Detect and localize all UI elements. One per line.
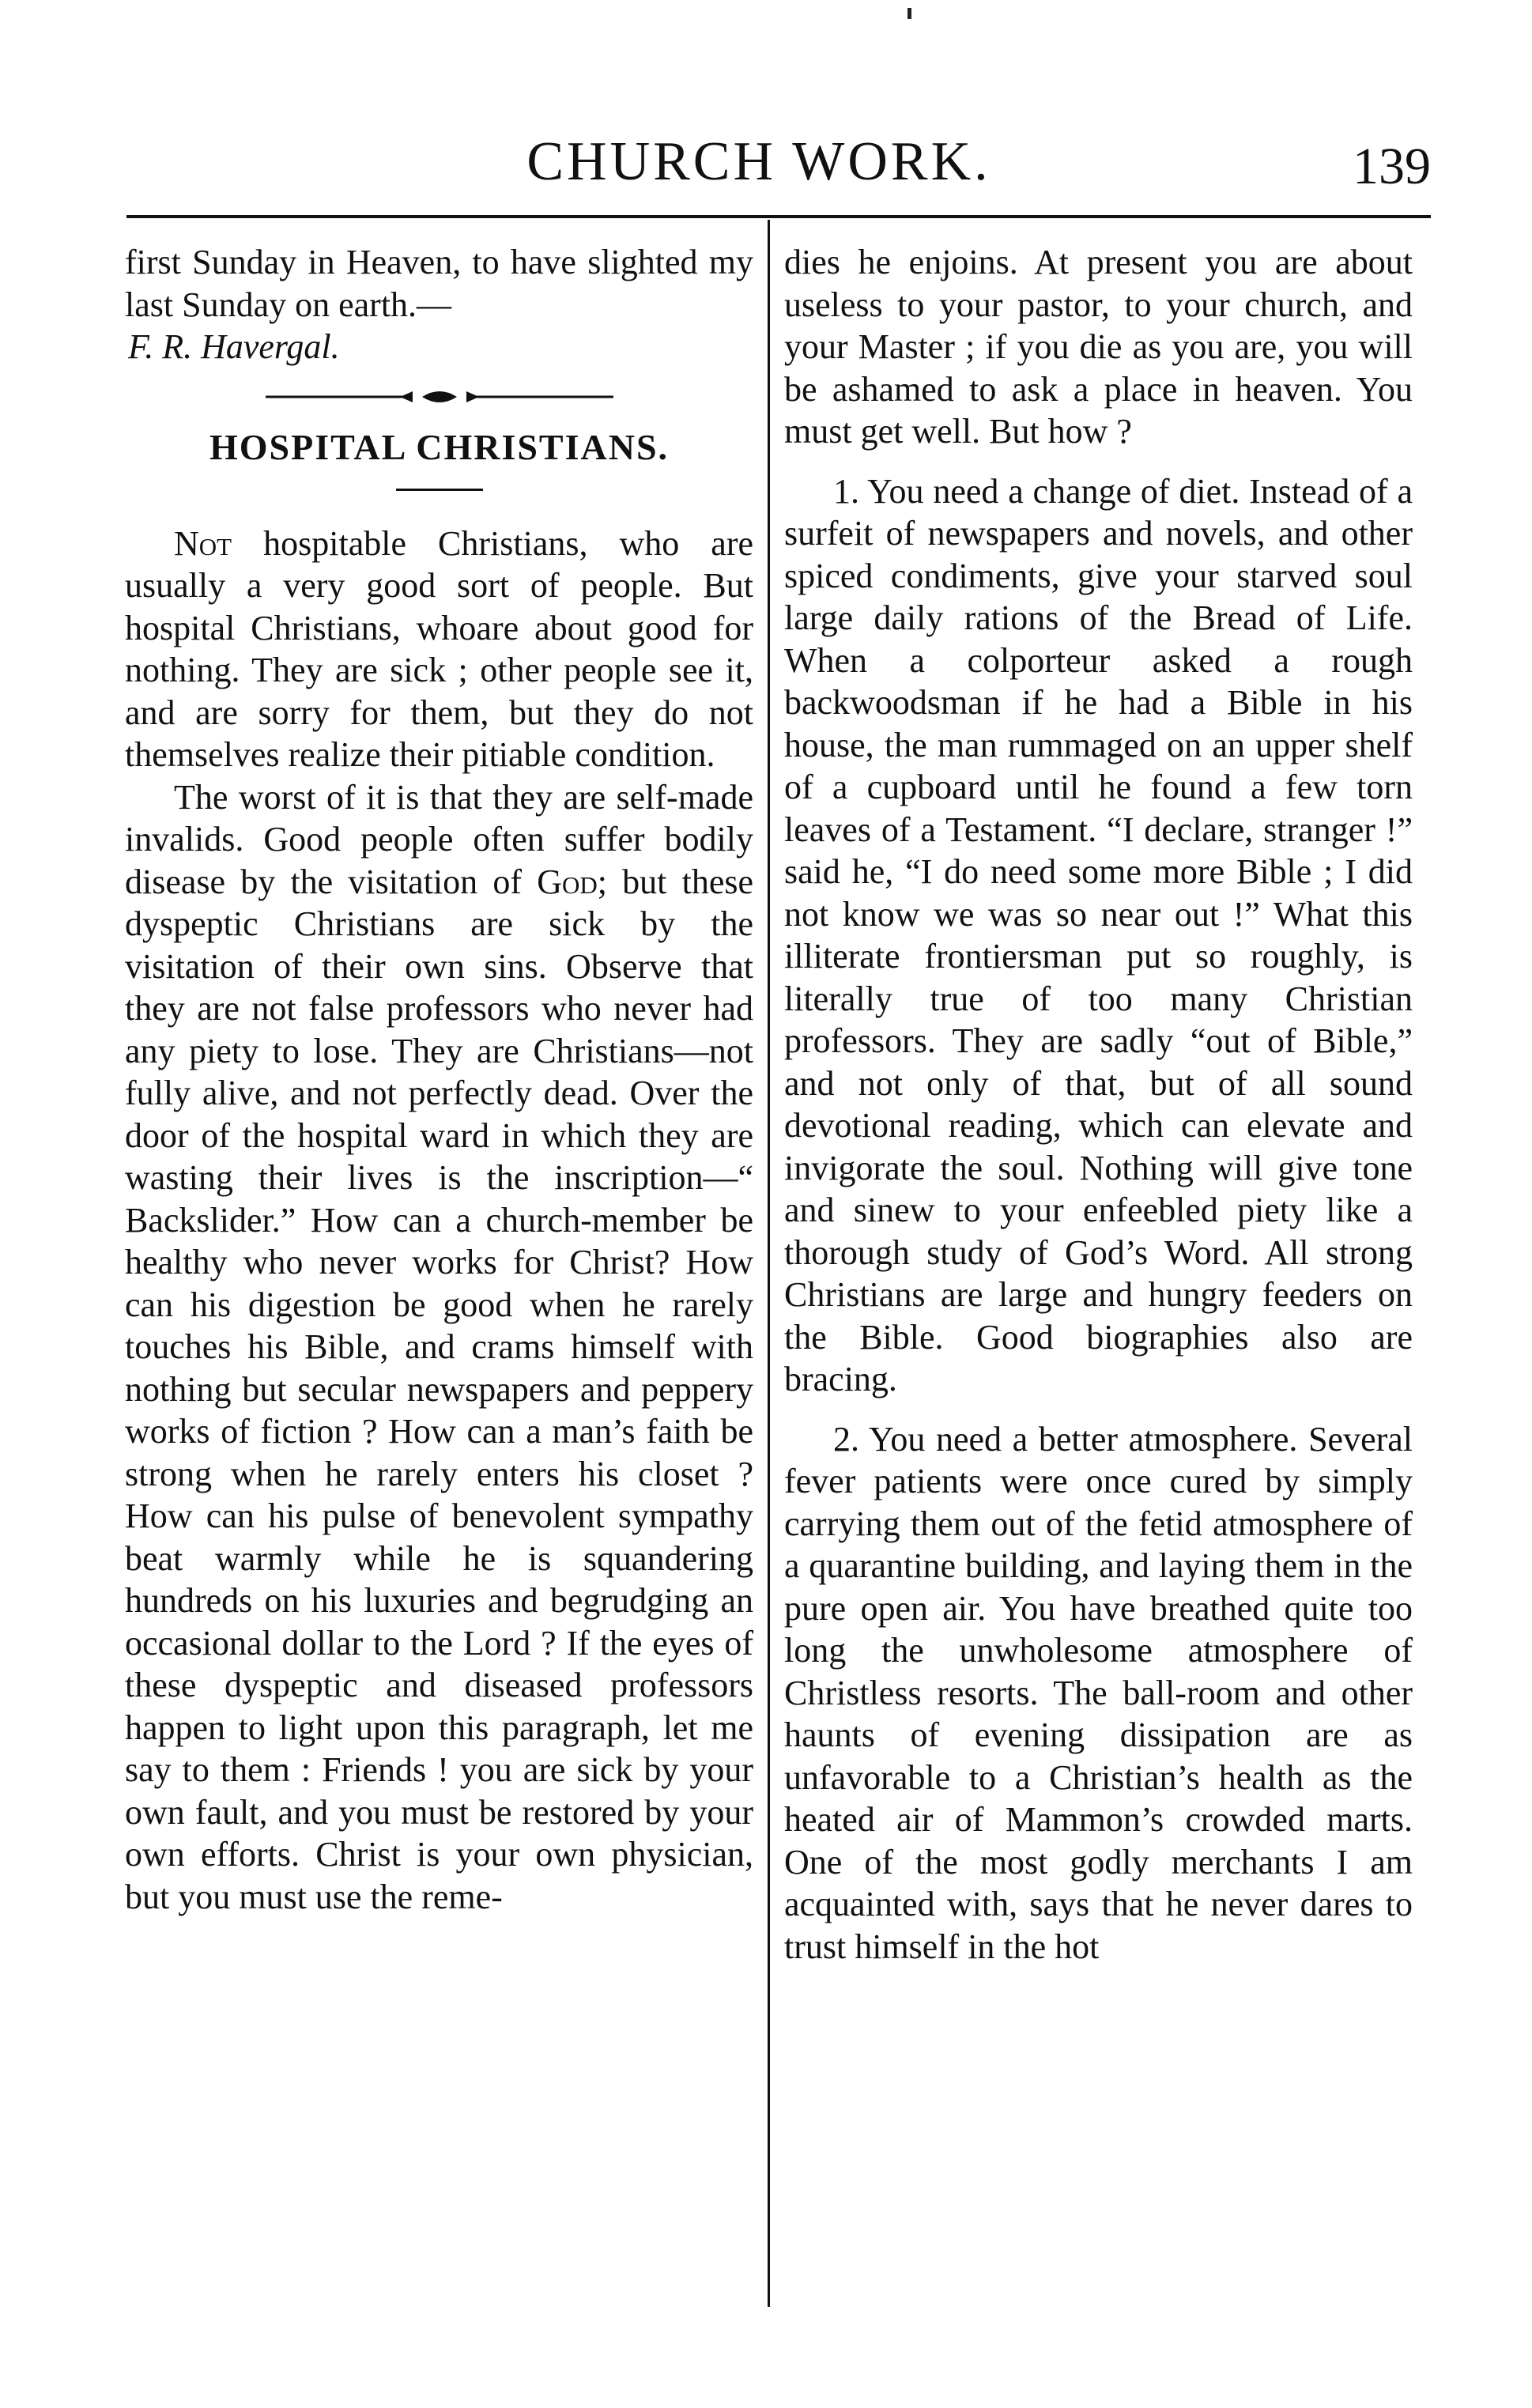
section-title: HOSPITAL CHRISTIANS.	[209, 426, 670, 467]
continuation-text: first Sunday in Heaven, to have slighted my last Sunday on earth.—	[125, 243, 753, 324]
column-divider	[768, 220, 770, 2307]
right-column	[784, 241, 1413, 1968]
paragraph-point-2: 2. You need a better atmosphere. Several fever patients were once cured by simply carrying them out of the fetid atmosphere of a quarantine building, and laying them in the pure open air. You have breathed quite too long the unwholesome atmosphere of Christless resorts. The ball-room and other haunts of evening dissipation are as unfavorable to a Christian’s health as the heated air of Mammon’s crowded marts. One of the most godly merchants I am acquainted with, says that he never dares to trust himself in the hot	[784, 1419, 1413, 1966]
paragraph-1: Not hospitable Christians, who are usually a very good sort of people. But hospital Christians, whoare about good for nothing. They are sick ; other people see it, and are sorry for them, but they do not themselves realize their pitiable condition.	[125, 523, 754, 774]
signature: F. R. Havergal.	[128, 327, 340, 366]
paragraph-2: The worst of it is that they are self-made invalids. Good people often suffer bodily disease by the visitation of God; but these dyspeptic Christians are sick by the visitation of their own sins. Observe that they are not false professors who never had any piety to lose. They are Christians—not fully alive, and not perfectly dead. Over the door of the hospital ward in which they are wasting their lives is the inscription—“ Backslider.” How can a church-member be healthy who never works for Christ? How can his digestion be good when he rarely touches his Bible, and crams himself with nothing but secular newspapers and peppery works of fiction ? How can a man’s faith be strong when he rarely enters his closet ? How can his pulse of benevolent sympathy beat warmly while he is squandering hundreds on his luxuries and begrudging an occasional dollar to the Lord ? If the eyes of these dyspeptic and diseased professors happen to light upon this paragraph, let me say to them : Friends ! you are sick by your own fault, and you must be restored by your own efforts. Christ is your own physician, but you must use the reme-	[125, 777, 754, 1916]
page-header	[119, 126, 1431, 213]
page-number: 139	[1353, 138, 1431, 195]
ornament-divider-icon	[266, 387, 613, 406]
paragraph-point-1: 1. You need a change of diet. Instead of a surfeit of newspapers and novels, and other spiced condiments, give your starved soul large daily rations of the Bread of Life. When a colporteur asked a rough backwoodsman if he had a Bible in his house, the man rummaged on an upper shelf of a cupboard until he found a few torn leaves of a Testament. “I declare, stranger !” said he, “I do need some more Bible ; I did not know we was so near out !” What this illiterate frontiersman put so roughly, is literally true of too many Christian professors. They are sadly “out of Bible,” and not only of that, but of all sound devotional reading, which can elevate and invigorate the soul. Nothing will give tone and sinew to your enfeebled piety like a thorough study of God’s Word. All strong Christians are large and hungry feeders on the Bible. Good biographies also are bracing.	[784, 471, 1413, 1398]
left-column	[125, 241, 753, 1918]
title-rule	[396, 489, 483, 491]
header-rule	[126, 215, 1431, 218]
running-title: CHURCH WORK.	[526, 131, 991, 192]
top-ink-mark	[908, 8, 911, 19]
paragraph-continued: dies he enjoins. At present you are about useless to your pastor, to your church, and your Master ; if you die as you are, you will be ashamed to ask a place in heaven. You must get well. But how ?	[784, 243, 1413, 451]
